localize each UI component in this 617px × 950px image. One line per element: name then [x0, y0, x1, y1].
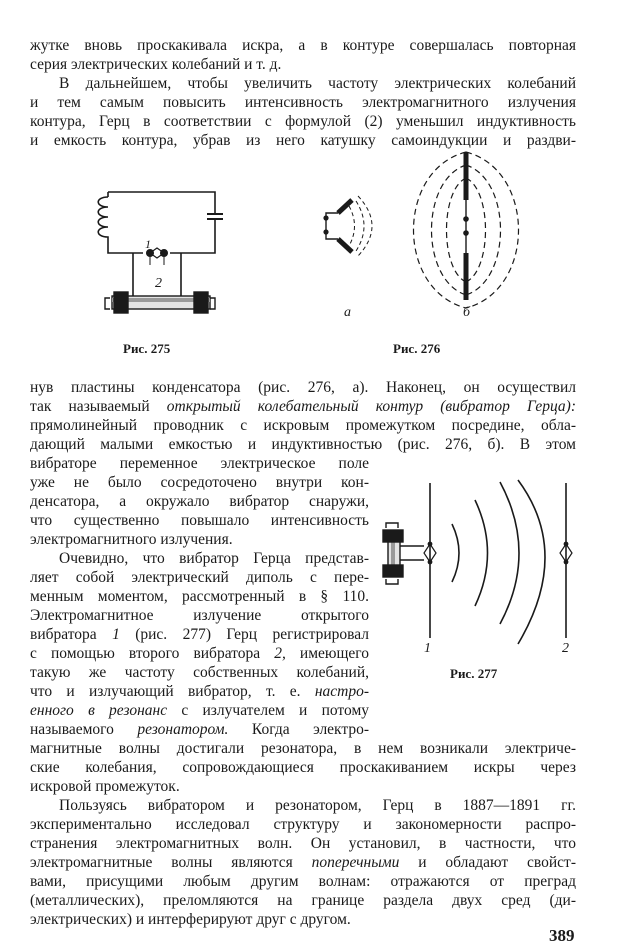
wave-front — [518, 480, 545, 644]
text-line: денсатора, а окружало вибратор снаружи, — [30, 493, 369, 510]
wave-front — [452, 524, 459, 582]
text-line: серия электрических колебаний и т. д. — [30, 56, 282, 73]
text-line: электромагнитного излучения. — [30, 531, 233, 548]
text-line: вами, присущими любым другим волнам: отражаются от преград — [30, 873, 576, 890]
text-line: такую же частоту собственных колебаний, — [30, 664, 369, 681]
fig277-caption: Рис. 277 — [450, 666, 498, 681]
text-line: электромагнитные волны являются поперечными и обладают свойст- — [30, 854, 576, 871]
text-line: енного в резонанс с излучателем и потому — [30, 702, 369, 719]
text-line: нув пластины конденсатора (рис. 276, а). Наконец, он осуществил — [30, 379, 576, 396]
text-line: искровой промежуток. — [30, 778, 180, 795]
fig277-label-1: 1 — [424, 641, 431, 656]
fig276-caption: Рис. 276 — [393, 341, 441, 356]
wave-front — [475, 500, 488, 606]
text-line: ские колебания, сопровождающиеся проскакиванием искры через — [30, 759, 576, 776]
fig277-label-2: 2 — [562, 641, 569, 656]
page-number: 389 — [549, 926, 575, 945]
text-line: что и излучающий вибратор, т. е. настро- — [30, 683, 369, 700]
text-line: магнитные волны достигали резонатора, в нем возникали электриче- — [30, 740, 576, 757]
text-line: и тем самым повысить интенсивность электромагнитного излучения — [30, 94, 576, 111]
text-line: менным моментом, рассмотренный в § 110. — [30, 588, 369, 605]
text-line: В дальнейшем, чтобы увеличить частоту электрических колебаний — [59, 75, 576, 92]
text-line: (металлических), преломляются на границе раздела двух сред (ди- — [30, 892, 576, 909]
text-line: странения электромагнитных волн. Он установил, в частности, что — [30, 835, 576, 852]
fig276-label-b: б — [463, 305, 471, 320]
text-line: Электромагнитное излучение открытого — [30, 607, 369, 624]
fig275-caption: Рис. 275 — [123, 341, 171, 356]
text-line: с помощью второго вибратора 2, имеющего — [30, 645, 370, 662]
text-line: и емкость контура, убрав из него катушку самоиндукции и раздви- — [30, 132, 576, 149]
text-line: вибраторе переменное электрическое поле — [30, 455, 369, 472]
text-line: что существенно повышало интенсивность — [30, 512, 369, 529]
text-line: вибратора 1 (рис. 277) Герц регистрировал — [30, 626, 369, 643]
text-line: электрических) и интерферируют друг с другом. — [30, 911, 351, 928]
text-line: экспериментально исследовал структуру и закономерности распро- — [30, 816, 576, 833]
text-line: Очевидно, что вибратор Герца представ- — [59, 550, 369, 567]
fig275-label-2: 2 — [155, 276, 162, 291]
text-line: дающий малыми емкостью и индуктивностью (рис. 276, б). В этом — [30, 436, 576, 453]
text-line: уже не было сосредоточено внутри кон- — [30, 474, 369, 491]
fig276-label-a: а — [344, 305, 351, 320]
text-line: жутке вновь проскакивала искра, а в контуре совершалась повторная — [30, 37, 576, 54]
wave-front — [500, 482, 519, 624]
tube — [383, 523, 568, 584]
wire — [398, 546, 424, 560]
text-line: ляет собой электрический диполь с пере- — [30, 569, 369, 586]
text-line: так называемый открытый колебательный контур (вибратор Герца): — [30, 398, 576, 415]
text-line: Пользуясь вибратором и резонатором, Герц в 1887—1891 гг. — [59, 797, 576, 814]
text-line: прямолинейный проводник с искровым промежутком посредине, обла- — [30, 417, 576, 434]
text-line: называемого резонатором. Когда электро- — [30, 721, 370, 738]
text-line: контура, Герц в соответствии с формулой (2) уменьшил индуктивность — [30, 113, 576, 130]
fig275-label-1: 1 — [145, 237, 151, 251]
